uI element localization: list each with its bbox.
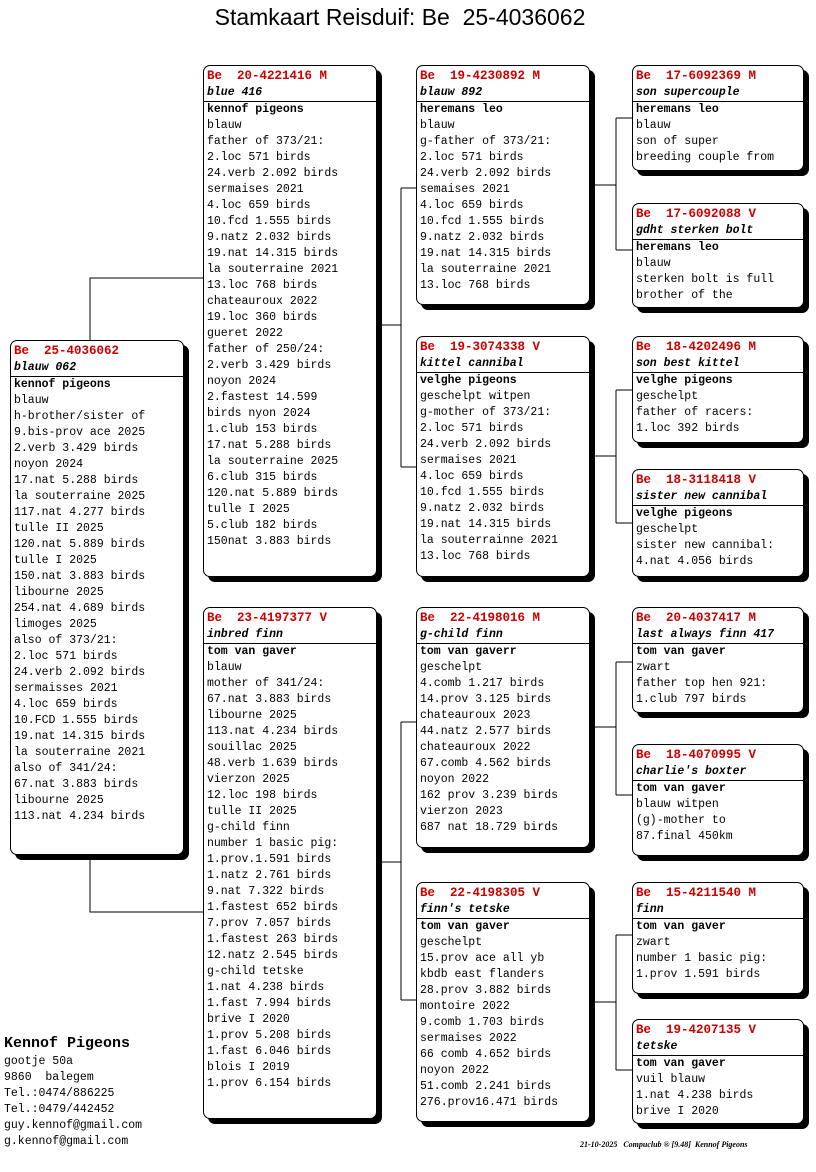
- detail-line: geschelpt witpen: [420, 390, 531, 403]
- detail-line: blauw witpen: [636, 798, 719, 811]
- detail-line: 12.natz 2.545 birds: [207, 949, 339, 962]
- pigeon-details: [420, 935, 586, 1111]
- detail-line: g.kennof@gmail.com: [4, 1135, 129, 1148]
- detail-line: geschelpt: [420, 661, 483, 674]
- great-grandparent-card-4[interactable]: [632, 469, 804, 577]
- pigeon-details: [636, 1072, 800, 1120]
- ring-number: Be 19-4230892 M: [420, 69, 541, 83]
- detail-line: la souterraine 2025: [207, 455, 339, 468]
- detail-line: g-father of 373/21:: [420, 135, 552, 148]
- great-grandparent-card-8[interactable]: [632, 1019, 804, 1124]
- detail-line: blauw: [636, 119, 671, 132]
- detail-line: 150nat 3.883 birds: [207, 535, 332, 548]
- detail-line: 9.natz 2.032 birds: [420, 231, 545, 244]
- detail-line: brother of the: [636, 289, 733, 302]
- pigeon-details: [420, 389, 586, 565]
- detail-line: 2.loc 571 birds: [207, 151, 311, 164]
- detail-line: 19.nat 14.315 birds: [207, 247, 339, 260]
- detail-line: 113.nat 4.234 birds: [207, 725, 339, 738]
- pigeon-details: [420, 660, 586, 836]
- detail-line: 24.verb 2.092 birds: [420, 167, 552, 180]
- detail-line: son of super: [636, 135, 719, 148]
- detail-line: 4.loc 659 birds: [14, 698, 118, 711]
- detail-line: noyon 2022: [420, 773, 490, 786]
- detail-line: tulle II 2025: [207, 805, 297, 818]
- ring-number: Be 17-6092088 V: [636, 207, 757, 221]
- detail-line: libourne 2025: [14, 586, 104, 599]
- detail-line: birds nyon 2024: [207, 407, 311, 420]
- pigeon-owner: tom van gaver: [636, 645, 726, 658]
- pigeon-name: g-child finn: [417, 627, 589, 644]
- detail-line: noyon 2022: [420, 1064, 490, 1077]
- detail-line: zwart: [636, 936, 671, 949]
- detail-line: gootje 50a: [4, 1055, 74, 1068]
- ring-number: Be 22-4198305 V: [420, 886, 541, 900]
- detail-line: vierzon 2025: [207, 773, 290, 786]
- detail-line: blauw: [207, 661, 242, 674]
- detail-line: la souterraine 2021: [14, 746, 146, 759]
- pigeon-name: finn's tetske: [417, 902, 589, 919]
- detail-line: 24.verb 2.092 birds: [14, 666, 146, 679]
- detail-line: 276.prov16.471 birds: [420, 1096, 559, 1109]
- detail-line: 1.nat 4.238 birds: [207, 981, 325, 994]
- ring-number: Be 25-4036062: [14, 344, 120, 358]
- detail-line: 51.comb 2.241 birds: [420, 1080, 552, 1093]
- page-title: Stamkaart Reisduif: Be 25-4036062: [214, 4, 586, 30]
- detail-line: h-brother/sister of: [14, 410, 146, 423]
- detail-line: 9.nat 7.322 birds: [207, 885, 325, 898]
- detail-line: 87.final 450km: [636, 830, 733, 843]
- detail-line: 67.nat 3.883 birds: [14, 778, 139, 791]
- footer-credit: 21-10-2025 Compuclub ® [9.48] Kennof Pigeons: [580, 1140, 748, 1149]
- detail-line: noyon 2024: [14, 458, 84, 471]
- pigeon-name: blauw 062: [11, 360, 183, 377]
- pigeon-owner: velghe pigeons: [636, 374, 733, 387]
- pigeon-details: [636, 118, 800, 166]
- pigeon-name: blue 416: [204, 85, 376, 102]
- pigeon-owner: tom van gaver: [636, 782, 726, 795]
- detail-line: 9.comb 1.703 birds: [420, 1016, 545, 1029]
- detail-line: 13.loc 768 birds: [207, 279, 318, 292]
- detail-line: 120.nat 5.889 birds: [207, 487, 339, 500]
- detail-line: la souterrainne 2021: [420, 534, 559, 547]
- detail-line: 162 prov 3.239 birds: [420, 789, 559, 802]
- detail-line: chateauroux 2022: [420, 741, 531, 754]
- detail-line: 4.nat 4.056 birds: [636, 555, 754, 568]
- detail-line: tulle II 2025: [14, 522, 104, 535]
- detail-line: 2.fastest 14.599: [207, 391, 318, 404]
- detail-line: gueret 2022: [207, 327, 283, 340]
- detail-line: father top hen 921:: [636, 677, 768, 690]
- detail-line: 15.prov ace all yb: [420, 952, 545, 965]
- detail-line: 1.fastest 263 birds: [207, 933, 339, 946]
- detail-line: chateauroux 2022: [207, 295, 318, 308]
- detail-line: 12.loc 198 birds: [207, 789, 318, 802]
- detail-line: father of 250/24:: [207, 343, 325, 356]
- detail-line: 1.fast 6.046 birds: [207, 1045, 332, 1058]
- ring-number: Be 19-4207135 V: [636, 1023, 757, 1037]
- pigeon-owner: kennof pigeons: [14, 378, 111, 391]
- dam-card[interactable]: [203, 607, 377, 1119]
- detail-line: 4.loc 659 birds: [420, 199, 524, 212]
- ring-number: Be 19-3074338 V: [420, 340, 541, 354]
- ring-number: Be 23-4197377 V: [207, 611, 328, 625]
- detail-line: 19.nat 14.315 birds: [420, 518, 552, 531]
- detail-line: g-child finn: [207, 821, 290, 834]
- detail-line: 13.loc 768 birds: [420, 550, 531, 563]
- ring-number: Be 20-4037417 M: [636, 611, 757, 625]
- detail-line: 10.FCD 1.555 birds: [14, 714, 139, 727]
- great-grandparent-card-1[interactable]: [632, 65, 804, 171]
- pigeon-owner: tom van gaverr: [420, 645, 517, 658]
- detail-line: noyon 2024: [207, 375, 277, 388]
- detail-line: 4.comb 1.217 birds: [420, 677, 545, 690]
- detail-line: zwart: [636, 661, 671, 674]
- pigeon-owner: heremans leo: [636, 103, 719, 116]
- pigeon-details: [636, 256, 800, 304]
- detail-line: 687 nat 18.729 birds: [420, 821, 559, 834]
- ring-number: Be 15-4211540 M: [636, 886, 757, 900]
- detail-line: la souterraine 2025: [14, 490, 146, 503]
- detail-line: 17.nat 5.288 birds: [14, 474, 139, 487]
- detail-line: libourne 2025: [207, 709, 297, 722]
- detail-line: 10.fcd 1.555 birds: [207, 215, 332, 228]
- detail-line: 1.prov 5.208 birds: [207, 1029, 332, 1042]
- ring-number: Be 17-6092369 M: [636, 69, 757, 83]
- detail-line: kbdb east flanders: [420, 968, 545, 981]
- sire-sire-card[interactable]: [416, 65, 590, 305]
- pigeon-name: last always finn 417: [633, 627, 803, 644]
- detail-line: 1.prov 1.591 birds: [636, 968, 761, 981]
- pigeon-details: [636, 660, 800, 708]
- pigeon-details: [420, 118, 586, 294]
- sire-dam-card[interactable]: [416, 336, 590, 577]
- detail-line: number 1 basic pig:: [207, 837, 339, 850]
- dam-dam-card[interactable]: [416, 882, 590, 1122]
- detail-line: 5.club 182 birds: [207, 519, 318, 532]
- great-grandparent-card-7[interactable]: [632, 882, 804, 994]
- detail-line: father of racers:: [636, 406, 754, 419]
- detail-line: vuil blauw: [636, 1073, 706, 1086]
- detail-line: geschelpt: [636, 390, 699, 403]
- detail-line: 44.natz 2.577 birds: [420, 725, 552, 738]
- detail-line: tulle I 2025: [14, 554, 97, 567]
- pigeon-name: son supercouple: [633, 85, 803, 102]
- detail-line: 9.natz 2.032 birds: [420, 502, 545, 515]
- pigeon-name: gdht sterken bolt: [633, 223, 803, 240]
- detail-line: father of 373/21:: [207, 135, 325, 148]
- great-grandparent-card-6[interactable]: [632, 744, 804, 856]
- detail-line: geschelpt: [636, 523, 699, 536]
- detail-line: 67.comb 4.562 birds: [420, 757, 552, 770]
- pigeon-details: [636, 522, 800, 570]
- detail-line: breeding couple from: [636, 151, 775, 164]
- detail-line: 9.bis-prov ace 2025: [14, 426, 146, 439]
- detail-line: blauw: [14, 394, 49, 407]
- pigeon-details: [207, 118, 373, 550]
- detail-line: 2.verb 3.429 birds: [207, 359, 332, 372]
- detail-line: 1.fastest 652 birds: [207, 901, 339, 914]
- detail-line: 19.loc 360 birds: [207, 311, 318, 324]
- detail-line: (g)-mother to: [636, 814, 726, 827]
- breeder-info: [4, 1034, 142, 1150]
- detail-line: blois I 2019: [207, 1061, 290, 1074]
- detail-line: 9860 balegem: [4, 1071, 94, 1084]
- pigeon-details: [207, 660, 373, 1092]
- detail-line: la souterraine 2021: [207, 263, 339, 276]
- dam-sire-card[interactable]: [416, 607, 590, 848]
- detail-line: sister new cannibal:: [636, 539, 775, 552]
- pigeon-owner: velghe pigeons: [636, 507, 733, 520]
- pigeon-owner: heremans leo: [420, 103, 503, 116]
- pigeon-details: [14, 393, 180, 825]
- detail-line: guy.kennof@gmail.com: [4, 1119, 143, 1132]
- detail-line: sermaises 2021: [207, 183, 304, 196]
- detail-line: 4.loc 659 birds: [207, 199, 311, 212]
- detail-line: 48.verb 1.639 birds: [207, 757, 339, 770]
- detail-line: 1.fast 7.994 birds: [207, 997, 332, 1010]
- ring-number: Be 18-4070995 V: [636, 748, 757, 762]
- detail-line: 2.loc 571 birds: [14, 650, 118, 663]
- detail-line: 254.nat 4.689 birds: [14, 602, 146, 615]
- detail-line: 150.nat 3.883 birds: [14, 570, 146, 583]
- detail-line: also of 341/24:: [14, 762, 118, 775]
- detail-line: chateauroux 2023: [420, 709, 531, 722]
- sire-card[interactable]: [203, 65, 377, 577]
- detail-line: g-child tetske: [207, 965, 304, 978]
- pigeon-owner: heremans leo: [636, 241, 719, 254]
- breeder-name: Kennof Pigeons: [4, 1035, 131, 1052]
- great-grandparent-card-5[interactable]: [632, 607, 804, 713]
- detail-line: 1.club 153 birds: [207, 423, 318, 436]
- detail-line: libourne 2025: [14, 794, 104, 807]
- great-grandparent-card-3[interactable]: [632, 336, 804, 443]
- ring-number: Be 22-4198016 M: [420, 611, 541, 625]
- pigeon-name: charlie's boxter: [633, 764, 803, 781]
- pigeon-name: finn: [633, 902, 803, 919]
- detail-line: 2.loc 571 birds: [420, 422, 524, 435]
- detail-line: la souterraine 2021: [420, 263, 552, 276]
- detail-line: semaises 2021: [420, 183, 510, 196]
- pigeon-details: [636, 935, 800, 983]
- pigeon-name: kittel cannibal: [417, 356, 589, 373]
- detail-line: tulle I 2025: [207, 503, 290, 516]
- detail-line: number 1 basic pig:: [636, 952, 768, 965]
- pigeon-owner: kennof pigeons: [207, 103, 304, 116]
- pigeon-owner: tom van gaver: [420, 920, 510, 933]
- detail-line: 10.fcd 1.555 birds: [420, 215, 545, 228]
- detail-line: 117.nat 4.277 birds: [14, 506, 146, 519]
- detail-line: blauw: [207, 119, 242, 132]
- detail-line: 4.loc 659 birds: [420, 470, 524, 483]
- detail-line: 67.nat 3.883 birds: [207, 693, 332, 706]
- pigeon-owner: velghe pigeons: [420, 374, 517, 387]
- detail-line: 9.natz 2.032 birds: [207, 231, 332, 244]
- ring-number: Be 18-3118418 V: [636, 473, 757, 487]
- pigeon-name: sister new cannibal: [633, 489, 803, 506]
- detail-line: blauw: [420, 119, 455, 132]
- detail-line: 1.nat 4.238 birds: [636, 1089, 754, 1102]
- breeder-contact: [4, 1054, 142, 1150]
- detail-line: 24.verb 2.092 birds: [420, 438, 552, 451]
- pigeon-name: son best kittel: [633, 356, 803, 373]
- detail-line: g-mother of 373/21:: [420, 406, 552, 419]
- detail-line: 13.loc 768 birds: [420, 279, 531, 292]
- pigeon-owner: tom van gaver: [636, 1057, 726, 1070]
- detail-line: 1.prov.1.591 birds: [207, 853, 332, 866]
- detail-line: Tel.:0474/886225: [4, 1087, 115, 1100]
- detail-line: sermaises 2022: [420, 1032, 517, 1045]
- detail-line: geschelpt: [420, 936, 483, 949]
- detail-line: also of 373/21:: [14, 634, 118, 647]
- detail-line: 1.club 797 birds: [636, 693, 747, 706]
- detail-line: blauw: [636, 257, 671, 270]
- pigeon-name: inbred finn: [204, 627, 376, 644]
- detail-line: brive I 2020: [207, 1013, 290, 1026]
- detail-line: 19.nat 14.315 birds: [420, 247, 552, 260]
- detail-line: 17.nat 5.288 birds: [207, 439, 332, 452]
- detail-line: 66 comb 4.652 birds: [420, 1048, 552, 1061]
- pigeon-details: [636, 389, 800, 437]
- detail-line: 1.loc 392 birds: [636, 422, 740, 435]
- detail-line: 14.prov 3.125 birds: [420, 693, 552, 706]
- detail-line: sermaises 2021: [420, 454, 517, 467]
- detail-line: 1.prov 6.154 birds: [207, 1077, 332, 1090]
- detail-line: brive I 2020: [636, 1105, 719, 1118]
- detail-line: sterken bolt is full: [636, 273, 775, 286]
- subject-card[interactable]: [10, 340, 184, 855]
- detail-line: mother of 341/24:: [207, 677, 325, 690]
- detail-line: souillac 2025: [207, 741, 297, 754]
- pigeon-name: blauw 892: [417, 85, 589, 102]
- detail-line: 19.nat 14.315 birds: [14, 730, 146, 743]
- detail-line: limoges 2025: [14, 618, 97, 631]
- pigeon-details: [636, 797, 800, 845]
- detail-line: 28.prov 3.882 birds: [420, 984, 552, 997]
- ring-number: Be 20-4221416 M: [207, 69, 328, 83]
- detail-line: 2.loc 571 birds: [420, 151, 524, 164]
- detail-line: 7.prov 7.057 birds: [207, 917, 332, 930]
- pigeon-name: tetske: [633, 1039, 803, 1056]
- great-grandparent-card-2[interactable]: [632, 203, 804, 308]
- detail-line: Tel.:0479/442452: [4, 1103, 115, 1116]
- detail-line: 6.club 315 birds: [207, 471, 318, 484]
- detail-line: montoire 2022: [420, 1000, 510, 1013]
- detail-line: 1.natz 2.761 birds: [207, 869, 332, 882]
- detail-line: 24.verb 2.092 birds: [207, 167, 339, 180]
- detail-line: 113.nat 4.234 birds: [14, 810, 146, 823]
- detail-line: 2.verb 3.429 birds: [14, 442, 139, 455]
- ring-number: Be 18-4202496 M: [636, 340, 757, 354]
- detail-line: 120.nat 5.889 birds: [14, 538, 146, 551]
- detail-line: vierzon 2023: [420, 805, 503, 818]
- pigeon-owner: tom van gaver: [636, 920, 726, 933]
- pigeon-owner: tom van gaver: [207, 645, 297, 658]
- detail-line: sermaisses 2021: [14, 682, 118, 695]
- detail-line: 10.fcd 1.555 birds: [420, 486, 545, 499]
